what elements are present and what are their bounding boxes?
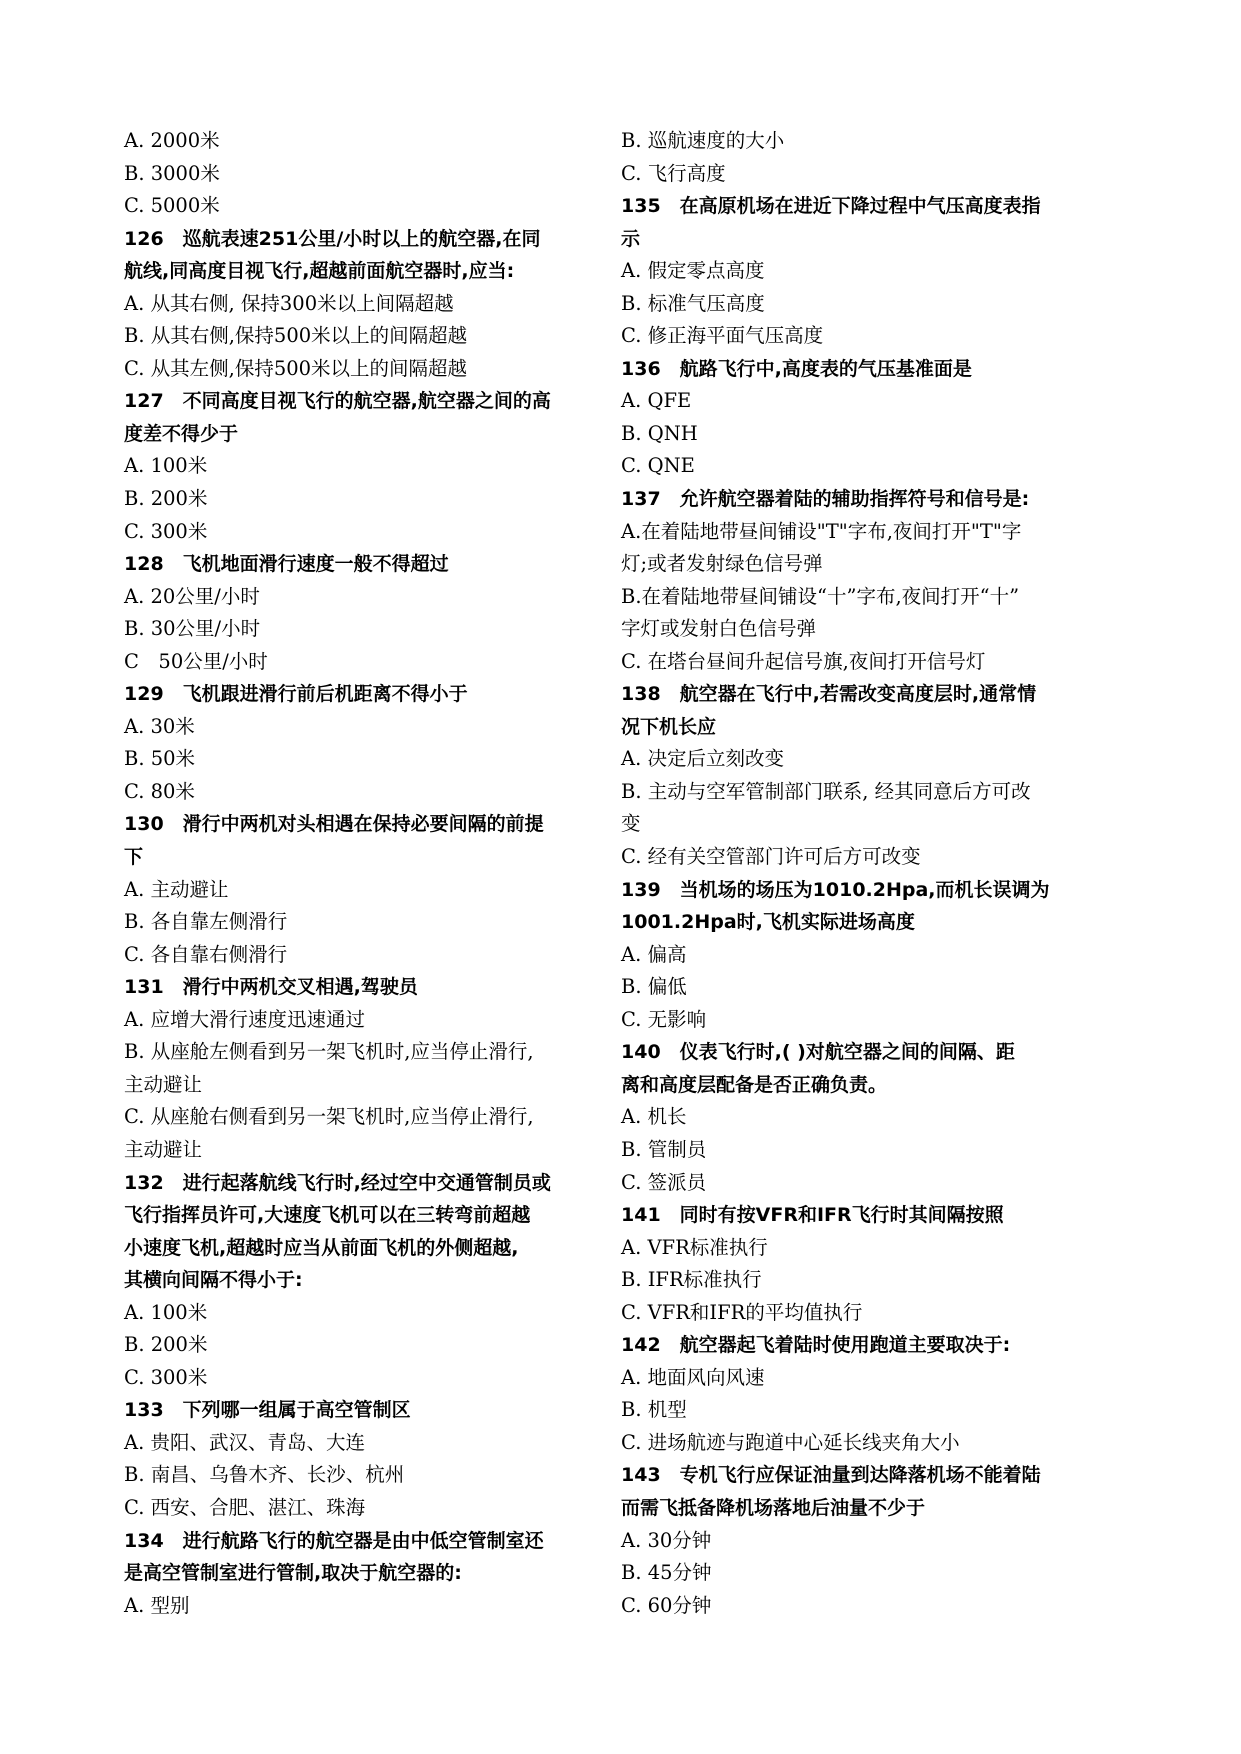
left-option-line: A. 应增大滑行速度迅速通过 [124,1007,365,1031]
left-option-line: C 50公里/小时 [124,649,268,673]
left-option-line: A. 2000米 [124,129,220,152]
right-option-line: 字灯或发射白色信号弹 [621,617,817,641]
right-option-line: A. 假定零点高度 [621,259,765,283]
left-question-line: 129 飞机跟进滑行前后机距离不得小于 [124,683,468,706]
left-question-line: 度差不得少于 [124,422,239,445]
left-option-line: B. 200米 [124,1333,208,1357]
left-question-line: 126 巡航表速251公里/小时以上的航空器,在同 [124,227,541,250]
right-option-line: A. QFE [621,389,692,413]
left-option-line: C. 各自靠右侧滑行 [124,942,288,966]
right-question-line: 离和高度层配备是否正确负责。 [621,1073,888,1096]
right-question-line: 142 航空器起飞着陆时使用跑道主要取决于: [621,1334,1011,1357]
right-option-line: A. 偏高 [621,942,687,966]
right-option-line: A. 机长 [621,1105,687,1129]
left-question-line: 131 滑行中两机交叉相遇,驾驶员 [124,976,418,999]
right-option-line: C. 经有关空管部门许可后方可改变 [621,845,921,869]
right-option-line: B. IFR标准执行 [621,1268,762,1292]
left-option-line: 主动避让 [124,1072,203,1096]
left-option-line: A. 贵阳、武汉、青岛、大连 [124,1430,365,1454]
left-option-line: B. 200米 [124,487,208,511]
left-question-line: 128 飞机地面滑行速度一般不得超过 [124,553,449,576]
right-option-line: B. 偏低 [621,975,687,999]
right-option-line: C. 签派员 [621,1170,707,1194]
right-option-line: A. 决定后立刻改变 [621,747,784,771]
left-question-line: 下 [124,846,144,869]
left-option-line: A. 100米 [124,1300,208,1324]
right-option-line: A. 地面风向风速 [621,1365,765,1389]
right-option-line: A.在着陆地带昼间铺设"T"字布,夜间打开"T"字 [621,519,1022,543]
left-option-line: 主动避让 [124,1137,203,1161]
right-question-line: 135 在高原机场在进近下降过程中气压高度表指 [621,195,1041,218]
right-option-line: B. 巡航速度的大小 [621,129,785,152]
right-option-line: B. 45分钟 [621,1561,712,1585]
right-option-line: C. 在塔台昼间升起信号旗,夜间打开信号灯 [621,649,986,673]
left-question-line: 飞行指挥员许可,大速度飞机可以在三转弯前超越 [124,1204,531,1227]
right-question-line: 137 允许航空器着陆的辅助指挥符号和信号是: [621,488,1030,511]
right-option-line: C. 进场航迹与跑道中心延长线夹角大小 [621,1430,960,1454]
right-option-line: 变 [621,812,641,836]
left-option-line: C. 300米 [124,519,208,543]
left-option-line: A. 20公里/小时 [124,584,260,608]
left-question-line: 其横向间隔不得小于: [124,1269,303,1292]
right-column [621,125,1111,1622]
left-option-line: C. 300米 [124,1365,208,1389]
right-option-line: B. 机型 [621,1398,687,1422]
left-question-line: 134 进行航路飞行的航空器是由中低空管制室还 [124,1529,544,1552]
right-option-line: 灯;或者发射绿色信号弹 [621,552,823,576]
left-question-line: 小速度飞机,超越时应当从前面飞机的外侧超越, [124,1236,519,1259]
left-question-line: 航线,同高度目视飞行,超越前面航空器时,应当: [124,260,515,283]
left-option-line: C. 从其左侧,保持500米以上的间隔超越 [124,356,468,380]
right-question-line: 138 航空器在飞行中,若需改变高度层时,通常情 [621,683,1037,706]
left-option-line: B. 3000米 [124,161,220,185]
left-question-line: 133 下列哪一组属于高空管制区 [124,1399,411,1422]
right-question-line: 141 同时有按VFR和IFR飞行时其间隔按照 [621,1204,1004,1227]
two-column-layout [124,125,1111,1622]
left-question-line: 130 滑行中两机对头相遇在保持必要间隔的前提 [124,813,544,836]
right-option-line: C. QNE [621,454,695,478]
left-question-line: 127 不同高度目视飞行的航空器,航空器之间的高 [124,390,551,413]
right-question-line: 1001.2Hpa时,飞机实际进场高度 [621,911,915,934]
right-question-line: 136 航路飞行中,高度表的气压基准面是 [621,357,972,380]
left-option-line: B. 30公里/小时 [124,617,261,641]
right-option-line: C. 无影响 [621,1007,707,1031]
right-option-line: C. VFR和IFR的平均值执行 [621,1300,863,1324]
right-question-line: 140 仪表飞行时,( )对航空器之间的间隔、距 [621,1041,1015,1064]
right-option-line: A. 30分钟 [621,1528,712,1552]
right-option-line: C. 飞行高度 [621,161,726,185]
left-option-line: B. 南昌、乌鲁木齐、长沙、杭州 [124,1463,405,1487]
left-question-line: 132 进行起落航线飞行时,经过空中交通管制员或 [124,1171,551,1194]
right-option-line: B. 主动与空军管制部门联系, 经其同意后方可改 [621,779,1031,803]
right-option-line: C. 60分钟 [621,1593,712,1617]
left-option-line: C. 西安、合肥、湛江、珠海 [124,1495,366,1519]
left-option-line: C. 从座舱右侧看到另一架飞机时,应当停止滑行, [124,1105,534,1129]
right-option-line: A. VFR标准执行 [621,1235,768,1259]
left-option-line: B. 从座舱左侧看到另一架飞机时,应当停止滑行, [124,1040,534,1064]
left-option-line: B. 50米 [124,747,196,771]
right-question-line: 况下机长应 [621,715,717,738]
left-option-line: B. 从其右侧,保持500米以上的间隔超越 [124,324,468,348]
left-option-line: A. 型别 [124,1593,190,1617]
left-option-line: A. 从其右侧, 保持300米以上间隔超越 [124,291,454,315]
right-question-line: 而需飞抵备降机场落地后油量不少于 [621,1496,926,1519]
right-option-line: B.在着陆地带昼间铺设“十”字布,夜间打开“十” [621,584,1020,608]
left-option-line: A. 主动避让 [124,877,229,901]
left-column [124,125,614,1622]
right-question-line: 示 [621,227,641,250]
left-option-line: A. 100米 [124,454,208,478]
right-option-line: B. 标准气压高度 [621,291,765,315]
right-option-line: B. QNH [621,421,698,445]
right-option-line: B. 管制员 [621,1137,707,1161]
left-option-line: B. 各自靠左侧滑行 [124,910,288,934]
left-option-line: C. 5000米 [124,194,220,218]
right-question-line: 139 当机场的场压为1010.2Hpa,而机长误调为 [621,878,1050,901]
left-option-line: C. 80米 [124,779,195,803]
left-option-line: A. 30米 [124,714,195,738]
left-question-line: 是高空管制室进行管制,取决于航空器的: [124,1562,462,1585]
right-option-line: C. 修正海平面气压高度 [621,324,824,348]
right-question-line: 143 专机飞行应保证油量到达降落机场不能着陆 [621,1464,1041,1487]
